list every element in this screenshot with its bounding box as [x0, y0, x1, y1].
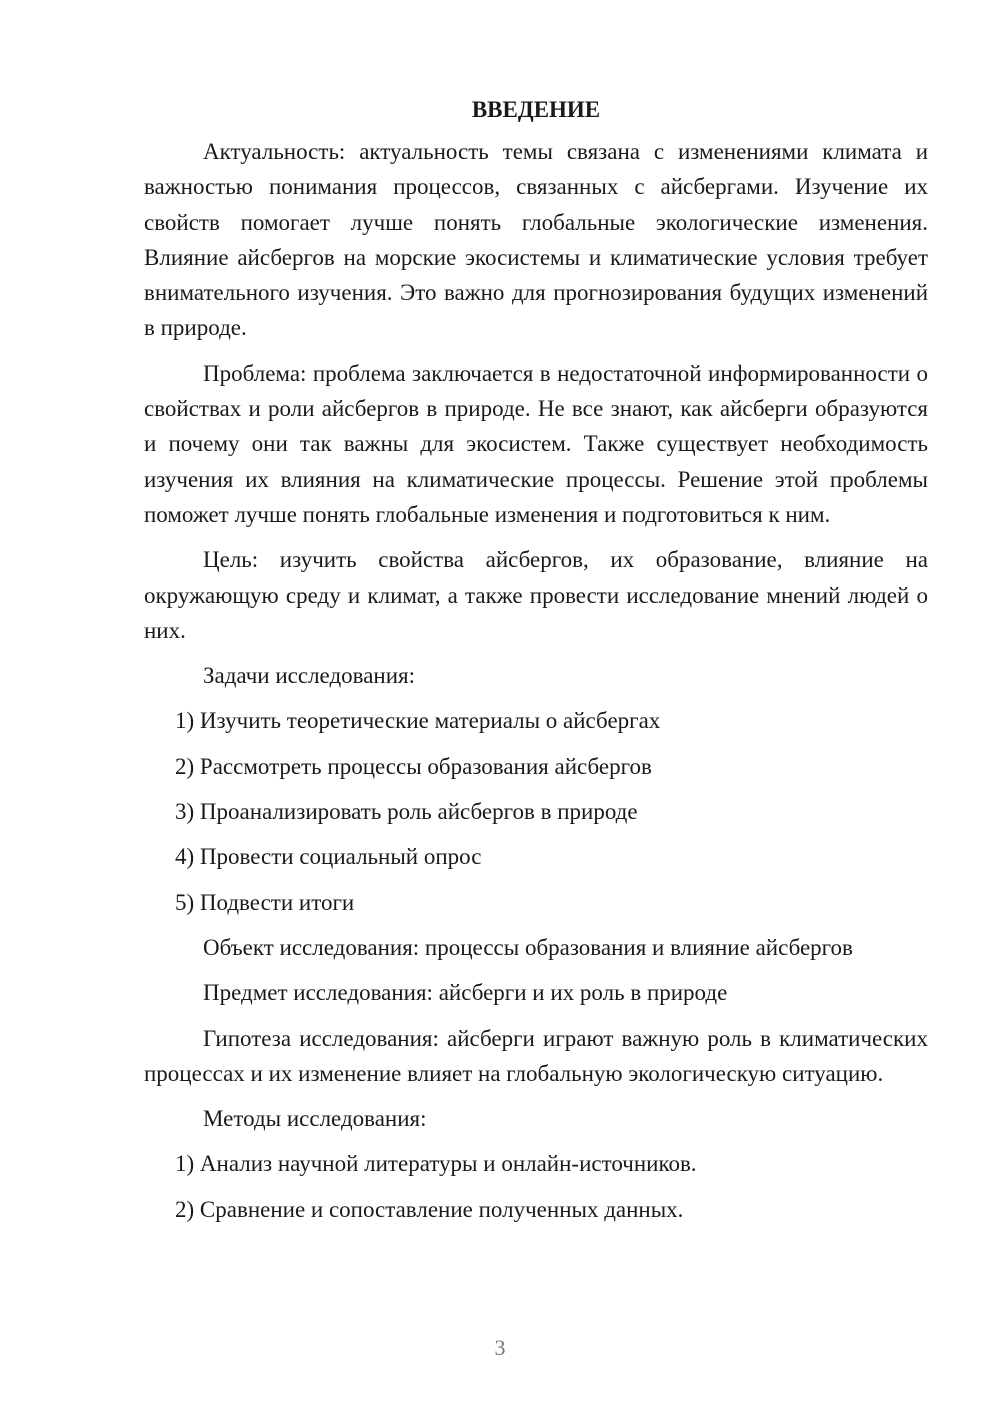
task-item: 3) Проанализировать роль айсбергов в природе — [175, 799, 638, 825]
page-number: 3 — [494, 1335, 506, 1360]
tasks-heading: Задачи исследования: — [203, 663, 416, 689]
task-item: 5) Подвести итоги — [175, 889, 355, 915]
task-item: 4) Провести социальный опрос — [175, 844, 482, 870]
subject-line: Предмет исследования: айсберги и их роль в природе — [203, 980, 728, 1006]
method-item: 1) Анализ научной литературы и онлайн-источников. — [175, 1151, 697, 1177]
methods-heading: Методы исследования: — [203, 1106, 427, 1132]
task-item: 2) Рассмотреть процессы образования айсбергов — [175, 753, 652, 779]
goal-paragraph: Цель: изучить свойства айсбергов, их образование, влияние на окружающую среду и климат, а также провести исследование мнений людей о них. — [144, 547, 928, 643]
document-page — [144, 96, 928, 1237]
task-item: 1) Изучить теоретические материалы о айсбергах — [175, 708, 661, 734]
relevance-paragraph: Актуальность: актуальность темы связана с изменениями климата и важностью понимания процессов, связанных с айсбергами. Изучение их свойств помогает лучше понять глобальные экологические изменения. Влияние айсбергов на морские экосистемы и климатические условия требует внимательного изучения. Это важно для прогнозирования будущих изменений в природе. — [144, 139, 928, 341]
object-line: Объект исследования: процессы образования и влияние айсбергов — [203, 934, 853, 960]
method-item: 2) Сравнение и сопоставление полученных данных. — [175, 1196, 684, 1222]
page-title: ВВЕДЕНИЕ — [471, 97, 601, 122]
hypothesis-paragraph: Гипотеза исследования: айсберги играют важную роль в климатических процессах и их изменение влияет на глобальную экологическую ситуацию. — [144, 1025, 928, 1086]
problem-paragraph: Проблема: проблема заключается в недостаточной информированности о свойствах и роли айсбергов в природе. Не все знают, как айсберги образуются и почему они так важны для экосистем. Также существует необходимость изучения их влияния на климатические процессы. Решение этой проблемы поможет лучше понять глобальные изменения и подготовиться к ним. — [144, 360, 928, 527]
